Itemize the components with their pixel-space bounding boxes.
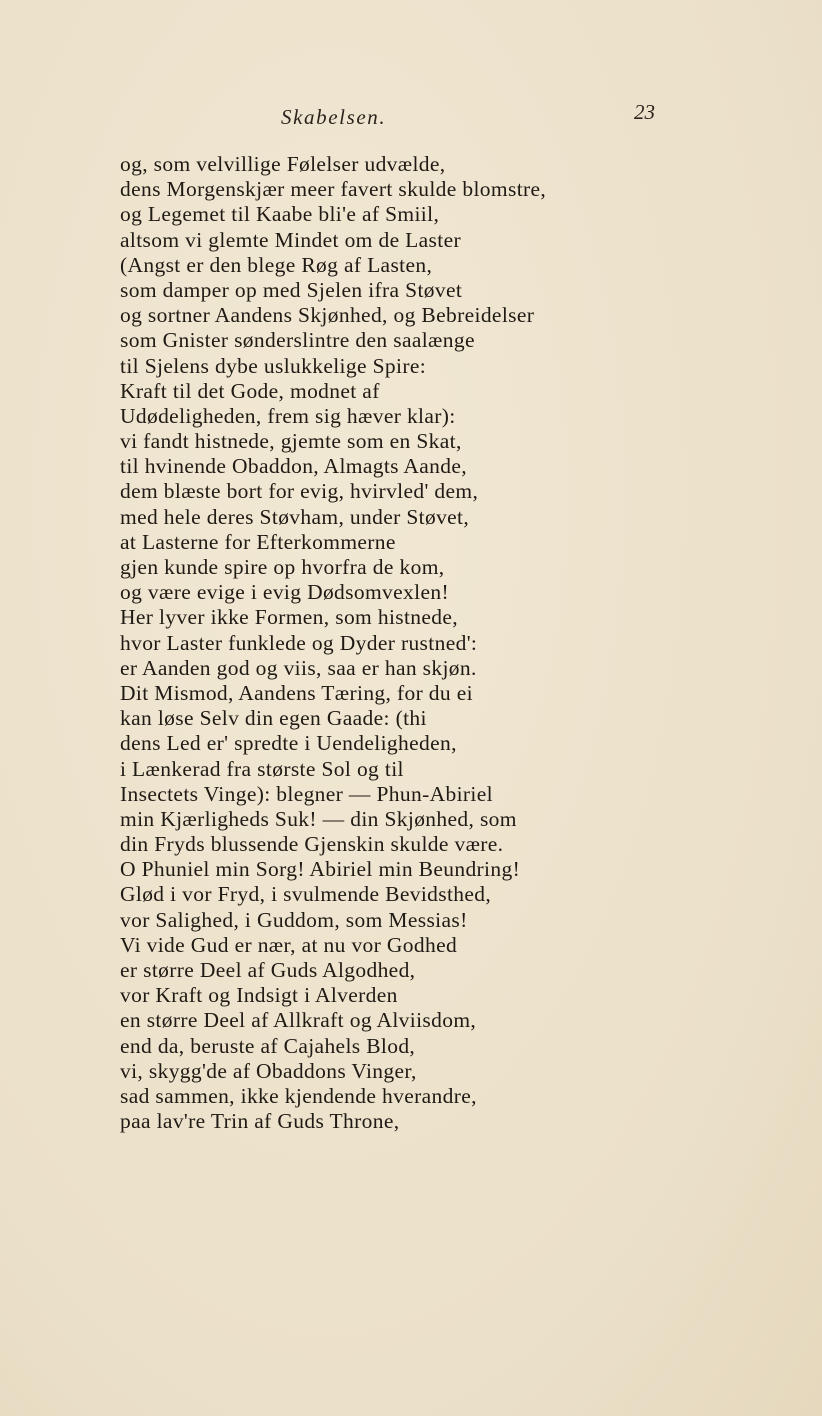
poem-line: (Angst er den blege Røg af Lasten, (120, 252, 433, 277)
poem-line: din Fryds blussende Gjenskin skulde være. (120, 832, 504, 857)
poem-line: og sortner Aandens Skjønhed, og Bebreidelser (120, 303, 535, 328)
poem-line: Udødeligheden, frem sig hæver klar): (120, 403, 456, 428)
poem-line: paa lav're Trin af Guds Throne, (120, 1109, 400, 1134)
poem-line: en større Deel af Allkraft og Alviisdom, (120, 1008, 477, 1033)
poem-line: altsom vi glemte Mindet om de Laster (120, 227, 461, 252)
poem-line: gjen kunde spire op hvorfra de kom, (120, 555, 445, 579)
poem-line: dens Led er' spredte i Uendeligheden, (120, 731, 457, 756)
poem-line: Insectets Vinge): blegner — Phun-Abiriel (120, 781, 493, 806)
poem-text (120, 152, 780, 1134)
poem-line: er Aanden god og viis, saa er han skjøn. (120, 655, 477, 680)
poem-line: er større Deel af Guds Algodhed, (120, 958, 416, 982)
running-title: Skabelsen. (281, 105, 387, 129)
poem-line: end da, beruste af Cajahels Blod, (120, 1033, 416, 1058)
poem-line: min Kjærligheds Suk! — din Skjønhed, som (120, 806, 517, 831)
poem-line: kan løse Selv din egen Gaade: (thi (120, 706, 427, 731)
poem-line: at Lasterne for Efterkommerne (120, 529, 396, 554)
poem-line: dens Morgenskjær meer favert skulde blomstre, (120, 177, 547, 202)
poem-line: O Phuniel min Sorg! Abiriel min Beundring! (120, 857, 521, 882)
poem-line: til Sjelens dybe uslukkelige Spire: (120, 353, 427, 378)
poem-line: som damper op med Sjelen ifra Støvet (120, 277, 463, 302)
poem-line: Dit Mismod, Aandens Tæring, for du ei (120, 680, 473, 705)
poem-line: sad sammen, ikke kjendende hverandre, (120, 1083, 477, 1108)
poem-line: vor Salighed, i Guddom, som Messias! (120, 907, 468, 932)
poem-line: Vi vide Gud er nær, at nu vor Godhed (120, 932, 458, 957)
poem-line: hvor Laster funklede og Dyder rustned': (120, 630, 478, 655)
poem-line: Kraft til det Gode, modnet af (120, 378, 380, 403)
poem-line: dem blæste bort for evig, hvirvled' dem, (120, 479, 479, 504)
poem-line: vor Kraft og Indsigt i Alverden (120, 983, 398, 1008)
poem-line: og Legemet til Kaabe bli'e af Smiil, (120, 202, 440, 227)
running-head (0, 100, 822, 140)
poem-line: med hele deres Støvham, under Støvet, (120, 504, 470, 529)
page-number: 23 (634, 100, 655, 124)
poem-line: Glød i vor Fryd, i svulmende Bevidsthed, (120, 882, 492, 907)
poem-line: Her lyver ikke Formen, som histnede, (120, 605, 459, 630)
poem-line: og, som velvillige Følelser udvælde, (120, 152, 446, 176)
poem-line: vi, skygg'de af Obaddons Vinger, (120, 1058, 417, 1083)
poem-line: og være evige i evig Dødsomvexlen! (120, 580, 449, 605)
poem-line: vi fandt histnede, gjemte som en Skat, (120, 429, 462, 454)
poem-line: i Lænkerad fra største Sol og til (120, 756, 404, 781)
poem-line: til hvinende Obaddon, Almagts Aande, (120, 454, 467, 479)
poem-line: som Gnister sønderslintre den saalænge (120, 328, 475, 353)
